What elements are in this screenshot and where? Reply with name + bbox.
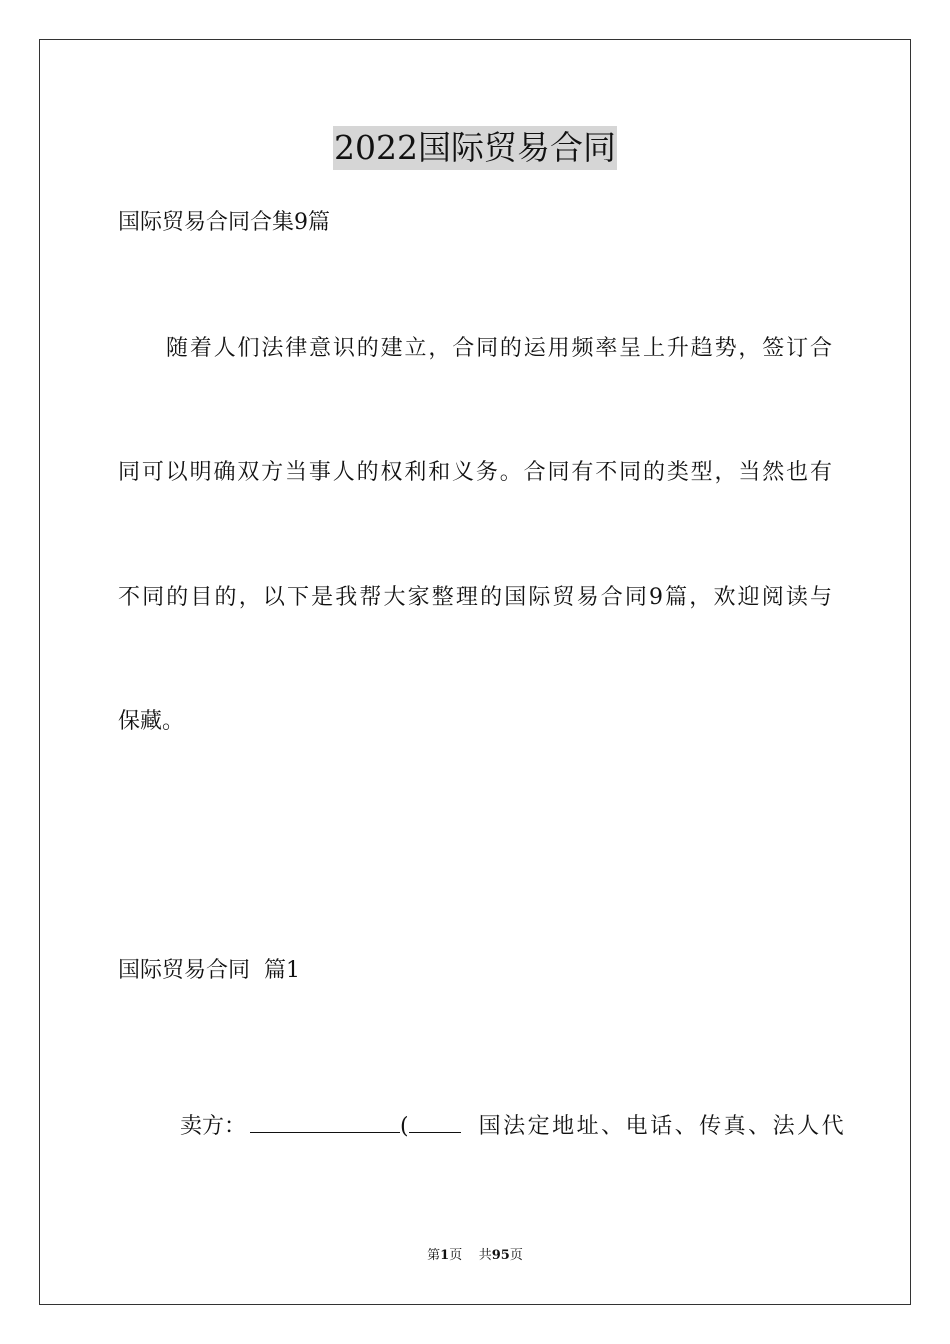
intro-line-3: 不同的目的，以下是我帮大家整理的国际贸易合同9篇，欢迎阅读与 bbox=[118, 585, 832, 610]
seller-open-paren: ( bbox=[400, 1114, 409, 1139]
footer-page-suffix: 页 bbox=[449, 1248, 463, 1263]
footer-total-prefix: 共 bbox=[478, 1248, 492, 1263]
seller-country-blank bbox=[409, 1110, 461, 1133]
footer-total-suffix: 页 bbox=[509, 1248, 523, 1263]
footer-page-number: 1 bbox=[440, 1248, 450, 1263]
title-container bbox=[0, 126, 950, 170]
intro-line-1: 随着人们法律意识的建立，合同的运用频率呈上升趋势，签订合 bbox=[166, 336, 832, 361]
seller-label: 卖方： bbox=[180, 1114, 247, 1139]
seller-name-blank bbox=[250, 1110, 400, 1133]
seller-address-text: 国法定地址、电话、传真、法人代 bbox=[478, 1114, 847, 1139]
footer-page-prefix: 第 bbox=[427, 1248, 441, 1263]
footer-total-pages: 95 bbox=[491, 1248, 510, 1263]
page-footer bbox=[0, 1247, 950, 1265]
seller-line bbox=[166, 1080, 846, 1142]
document-title: 2022国际贸易合同 bbox=[333, 126, 617, 170]
intro-line-2: 同可以明确双方当事人的权利和义务。合同有不同的类型，当然也有 bbox=[118, 460, 832, 485]
section-heading: 国际贸易合同 篇1 bbox=[118, 958, 300, 983]
intro-line-4: 保藏。 bbox=[118, 709, 185, 734]
document-subtitle: 国际贸易合同合集9篇 bbox=[118, 210, 330, 235]
